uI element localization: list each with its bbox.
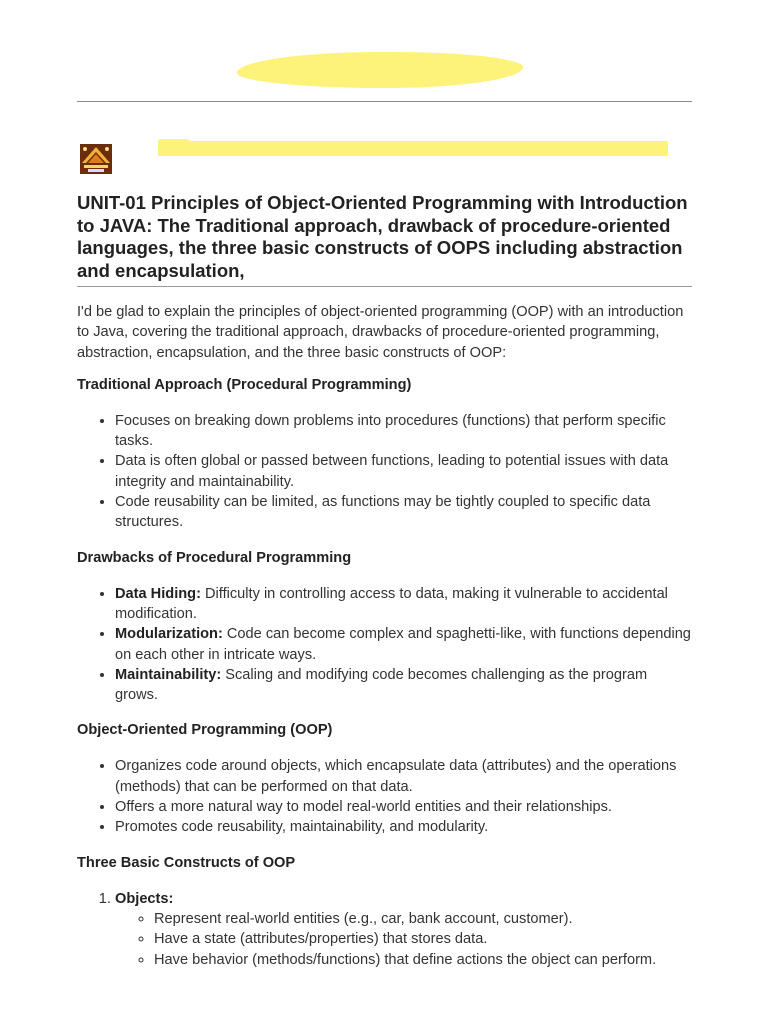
list-item: • Data is often global or passed between functions, leading to potential issues with data integrity and maintainability. (115, 451, 692, 492)
list-item: • Offers a more natural way to model real-world entities and their relationships. (115, 797, 692, 817)
list-item (115, 624, 692, 665)
section-heading-oop: Object-Oriented Programming (OOP) (77, 722, 333, 739)
constructs-list (77, 889, 692, 970)
drawbacks-list (77, 584, 692, 706)
title-divider (77, 286, 692, 287)
redacted-header-mark (237, 52, 523, 88)
oop-list (77, 756, 692, 837)
list-item: • Code reusability can be limited, as functions may be tightly coupled to specific data structures. (115, 492, 692, 533)
section-heading-constructs: Three Basic Constructs of OOP (77, 854, 296, 871)
header-divider (77, 101, 692, 102)
term-label: Objects: (115, 890, 174, 907)
document-body (77, 302, 692, 985)
section-heading-drawbacks: Drawbacks of Procedural Programming (77, 549, 352, 566)
term-label: Maintainability: (115, 666, 222, 683)
list-item (115, 665, 692, 706)
section-heading-traditional: Traditional Approach (Procedural Programming) (77, 376, 412, 393)
institution-logo-icon (80, 144, 112, 174)
list-item: • Focuses on breaking down problems into procedures (functions) that perform specific tasks. (115, 411, 692, 452)
sublist-item: ◦ Represent real-world entities (e.g., car, bank account, customer). (154, 909, 692, 929)
traditional-list (77, 411, 692, 533)
term-description: Scaling and modifying code becomes challenging as the program grows. (115, 666, 648, 704)
intro-paragraph: I'd be glad to explain the principles of object-oriented programming (OOP) with an introduction to Java, covering the traditional approach, drawbacks of procedure-oriented programming, abstraction, encapsulation, and the three basic constructs of OOP: (77, 304, 684, 361)
sublist-item: ◦ Have a state (attributes/properties) that stores data. (154, 929, 692, 949)
term-label: Data Hiding: (115, 585, 201, 602)
list-item (115, 889, 692, 970)
term-description: Code can become complex and spaghetti-like, with functions depending on each other in intricate ways. (115, 626, 691, 663)
term-label: Modularization: (115, 626, 223, 643)
sublist-item: ◦ Have behavior (methods/functions) that define actions the object can perform. (154, 950, 692, 970)
list-item: • Promotes code reusability, maintainability, and modularity. (115, 817, 692, 837)
term-description: Difficulty in controlling access to data, making it vulnerable to accidental modification. (115, 585, 668, 622)
list-item (115, 584, 692, 625)
list-item: • Organizes code around objects, which encapsulate data (attributes) and the operations (methods) that can be performed on that data. (115, 756, 692, 797)
document-title: UNIT-01 Principles of Object-Oriented Programming with Introduction to JAVA: The Traditional approach, drawback of procedure-oriented languages, the three basic constructs of OOPS including abstraction and encapsulation, (77, 192, 688, 281)
objects-sublist (115, 909, 692, 970)
redacted-institution-name (158, 141, 668, 156)
